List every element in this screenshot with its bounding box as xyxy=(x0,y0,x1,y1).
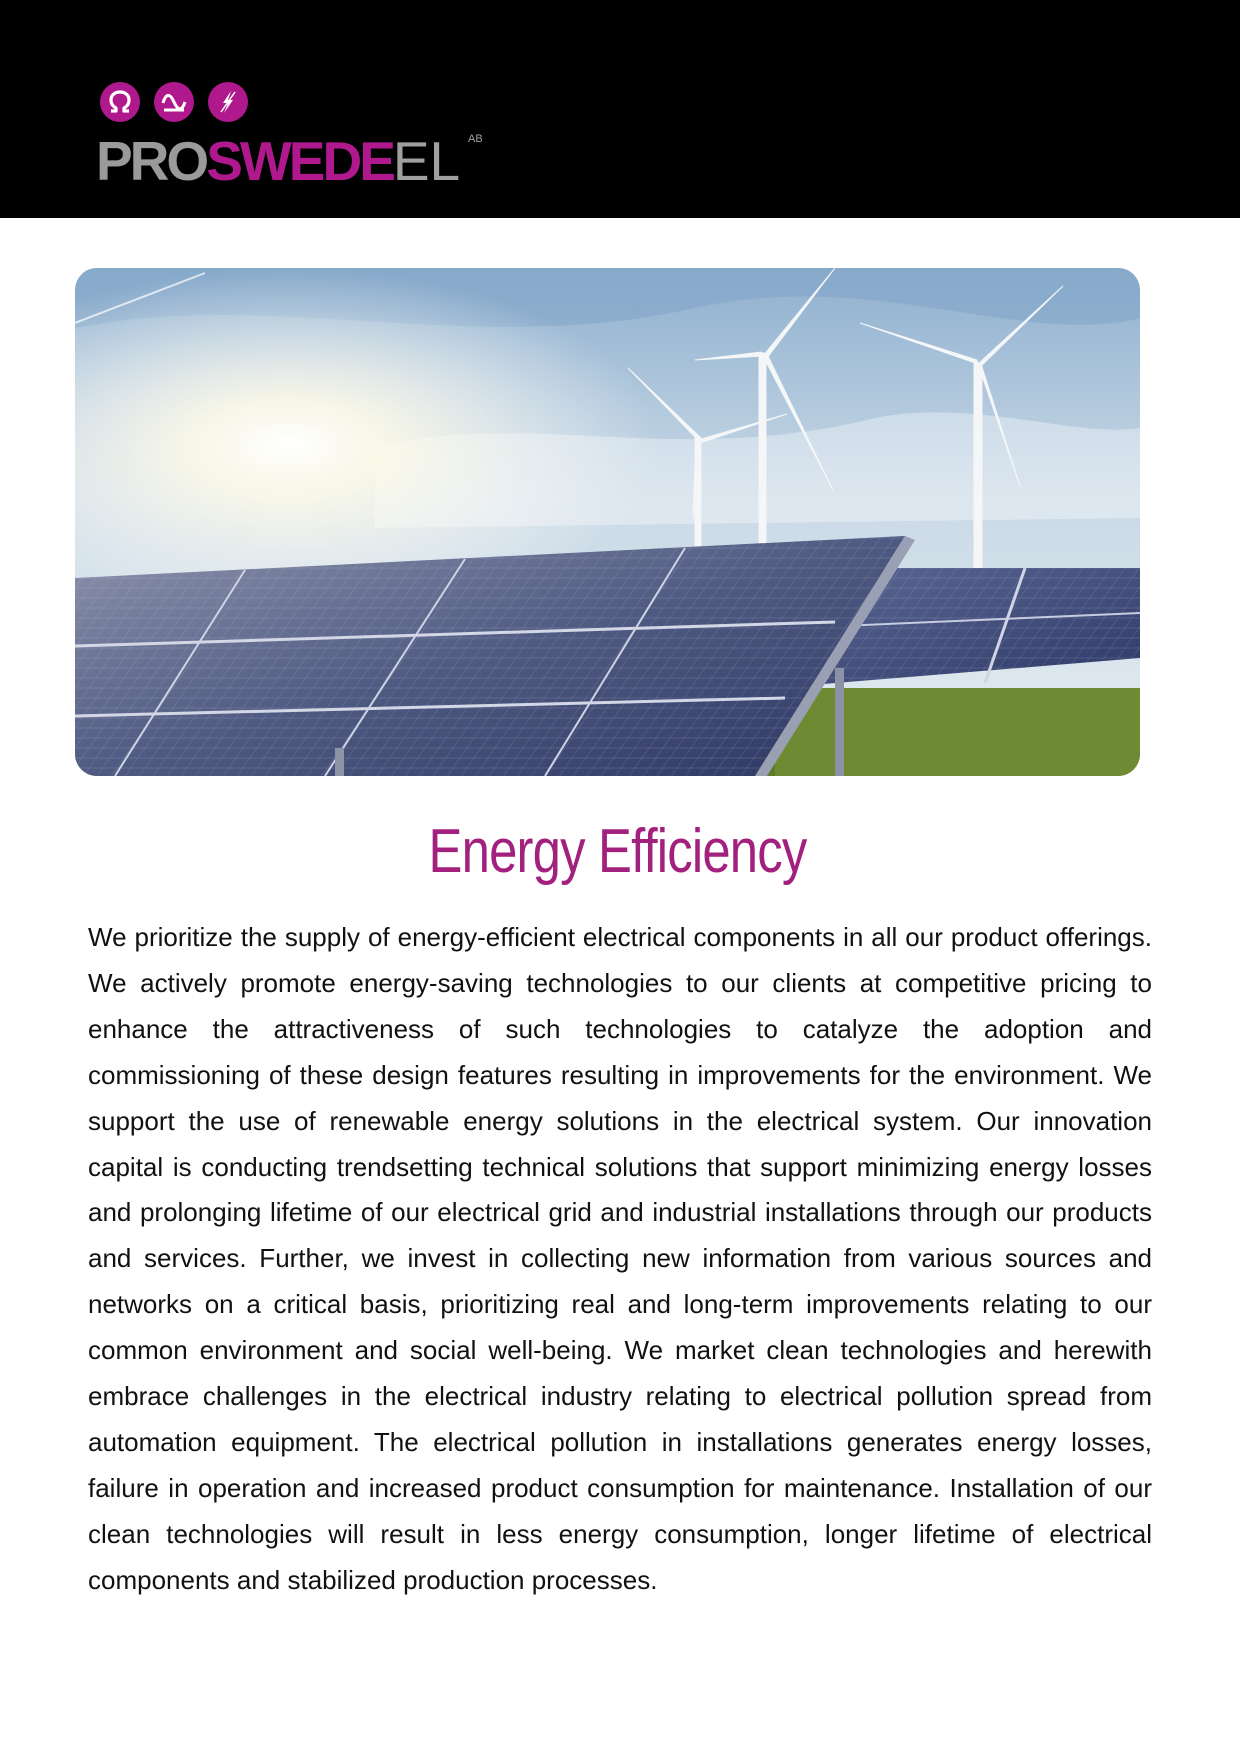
logo-wordmark xyxy=(96,130,483,192)
sine-wave-icon xyxy=(154,82,194,122)
header-band xyxy=(0,0,1240,218)
logo-text-ab: AB xyxy=(468,133,483,145)
page-title: Energy Efficiency xyxy=(428,817,807,886)
solar-wind-illustration xyxy=(75,268,1140,776)
logo-text-swede: SWEDE xyxy=(206,130,393,192)
body-paragraph: We prioritize the supply of energy-efficient electrical components in all our product offerings. We actively promote energy-saving technologies to our clients at competitive pricing to enhance the attractiveness of such technologies to catalyze the adoption and commissioning of these design features resulting in improvements for the environment. We support the use of renewable energy solutions in the electrical system. Our innovation capital is conducting trendsetting technical solutions that support minimizing energy losses and prolonging lifetime of our electrical grid and industrial installations through our products and services. Further, we invest in collecting new information from various sources and networks on a critical basis, prioritizing real and long-term improvements relating to our common environment and social well-being. We market clean technologies and herewith embrace challenges in the electrical industry relating to electrical pollution spread from automation equipment. The electrical pollution in installations generates energy losses, failure in operation and increased product consumption for maintenance. Installation of our clean technologies will result in less energy consumption, longer lifetime of electrical components and stabilized production processes. xyxy=(88,922,1152,1595)
hero-image xyxy=(75,268,1140,776)
logo-text-el: EL xyxy=(392,130,461,192)
company-logo xyxy=(96,82,536,192)
logo-text-pro: PRO xyxy=(96,130,207,192)
omega-icon xyxy=(100,82,140,122)
lightning-icon xyxy=(208,82,248,122)
